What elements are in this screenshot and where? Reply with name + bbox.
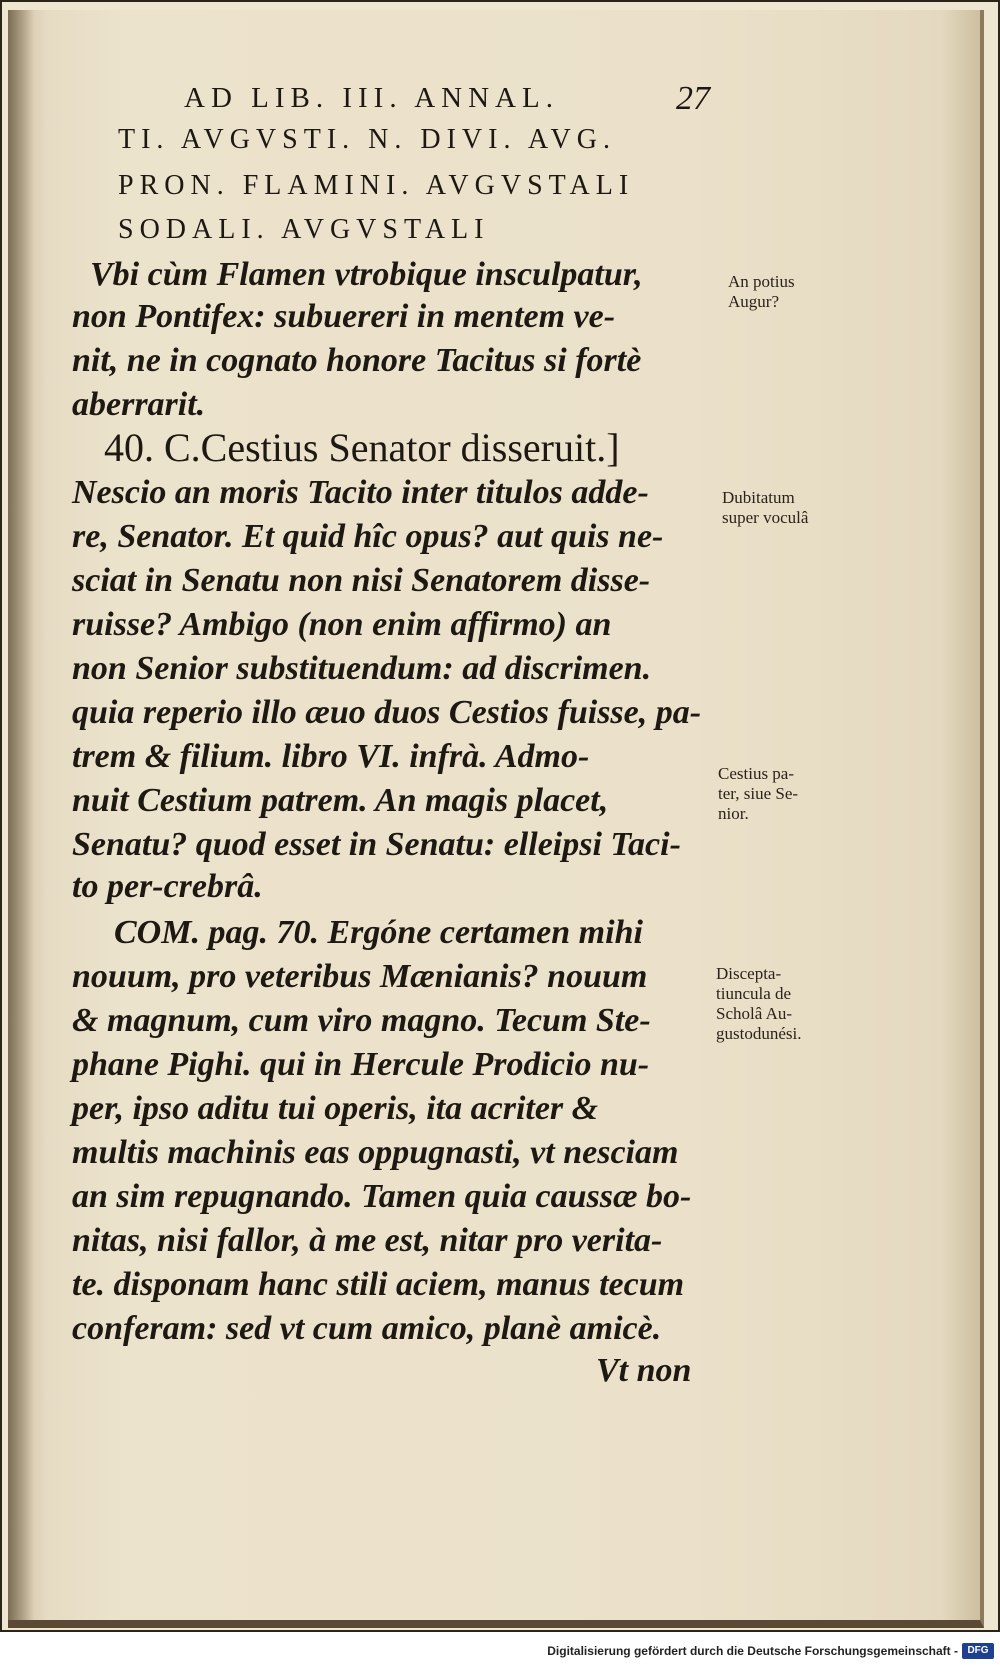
body-line-22: an sim repugnando. Tamen quia caussæ bo- xyxy=(72,1178,692,1215)
body-line-12: trem & filium. libro VI. infrà. Admo- xyxy=(72,738,590,775)
body-line-9: ruisse? Ambigo (non enim affirmo) an xyxy=(72,606,612,643)
body-line-16: COM. pag. 70. Ergóne certamen mihi xyxy=(114,914,643,951)
body-line-7: re, Senator. Et quid hîc opus? aut quis ne- xyxy=(72,518,664,555)
digitization-footer xyxy=(0,1640,1000,1665)
body-line-19: phane Pighi. qui in Hercule Prodicio nu- xyxy=(72,1046,650,1083)
funding-credit: Digitalisierung gefördert durch die Deutsche Forschungsgemeinschaft - xyxy=(547,1644,958,1658)
body-line-18: & magnum, cum viro magno. Tecum Ste- xyxy=(72,1002,651,1039)
body-line-1: Vbi cùm Flamen vtrobique insculpatur, xyxy=(90,256,643,293)
body-line-10: non Senior substituendum: ad discrimen. xyxy=(72,650,652,687)
marginal-note-4-line-3: Scholâ Au- xyxy=(716,1004,793,1023)
body-line-4: aberrarit. xyxy=(72,386,206,423)
spine-shadow xyxy=(8,10,34,1620)
body-line-3: nit, ne in cognato honore Tacitus si fortè xyxy=(72,342,642,379)
marginal-note-4-line-4: gustodunési. xyxy=(716,1024,802,1043)
body-line-2: non Pontifex: subuereri in mentem ve- xyxy=(72,298,616,335)
dfg-logo-icon: DFG xyxy=(962,1643,994,1659)
body-line-20: per, ipso aditu tui operis, ita acriter & xyxy=(72,1090,599,1127)
body-line-13: nuit Cestium patrem. An magis placet, xyxy=(72,782,609,819)
body-line-24: te. disponam hanc stili aciem, manus tecum xyxy=(72,1266,685,1303)
page-number: 27 xyxy=(676,80,710,117)
body-line-14: Senatu? quod esset in Senatu: elleipsi Taci- xyxy=(72,826,681,863)
body-line-8: sciat in Senatu non nisi Senatorem disse- xyxy=(72,562,651,599)
marginal-note-3-line-1: Cestius pa- xyxy=(718,764,795,783)
marginal-note-2-line-1: Dubitatum xyxy=(722,488,795,507)
catchword: Vt non xyxy=(596,1352,692,1389)
lemma-heading: 40. C.Cestius Senator disseruit.] xyxy=(104,425,620,470)
body-line-11: quia reperio illo æuo duos Cestios fuisse, pa- xyxy=(72,694,702,731)
body-line-17: nouum, pro veteribus Mænianis? nouum xyxy=(72,958,648,995)
body-line-25: conferam: sed vt cum amico, planè amicè. xyxy=(72,1310,662,1347)
marginal-note-3-line-2: ter, siue Se- xyxy=(718,784,799,803)
running-title: AD LIB. III. ANNAL. xyxy=(184,82,559,114)
marginal-note-1-line-2: Augur? xyxy=(728,292,779,311)
marginal-note-2 xyxy=(722,488,808,528)
marginal-note-4 xyxy=(716,964,801,1044)
body-line-6: Nescio an moris Tacito inter titulos adde- xyxy=(72,474,649,511)
body-line-15: to per-crebrâ. xyxy=(72,868,263,905)
inscription-line-1: TI. AVGVSTI. N. DIVI. AVG. xyxy=(118,124,616,155)
body-line-21: multis machinis eas oppugnasti, vt nesciam xyxy=(72,1134,679,1171)
marginal-note-3-line-3: nior. xyxy=(718,804,749,823)
marginal-note-4-line-1: Discepta- xyxy=(716,964,782,983)
inscription-line-2: PRON. FLAMINI. AVGVSTALI xyxy=(118,170,635,201)
marginal-note-1-line-1: An potius xyxy=(728,272,795,291)
body-line-23: nitas, nisi fallor, à me est, nitar pro verita- xyxy=(72,1222,663,1259)
marginal-note-2-line-2: super voculâ xyxy=(722,508,809,527)
marginal-note-3 xyxy=(718,764,798,824)
inscription-line-3: SODALI. AVGVSTALI xyxy=(118,214,490,245)
marginal-note-1 xyxy=(728,272,795,312)
marginal-note-4-line-2: tiuncula de xyxy=(716,984,792,1003)
